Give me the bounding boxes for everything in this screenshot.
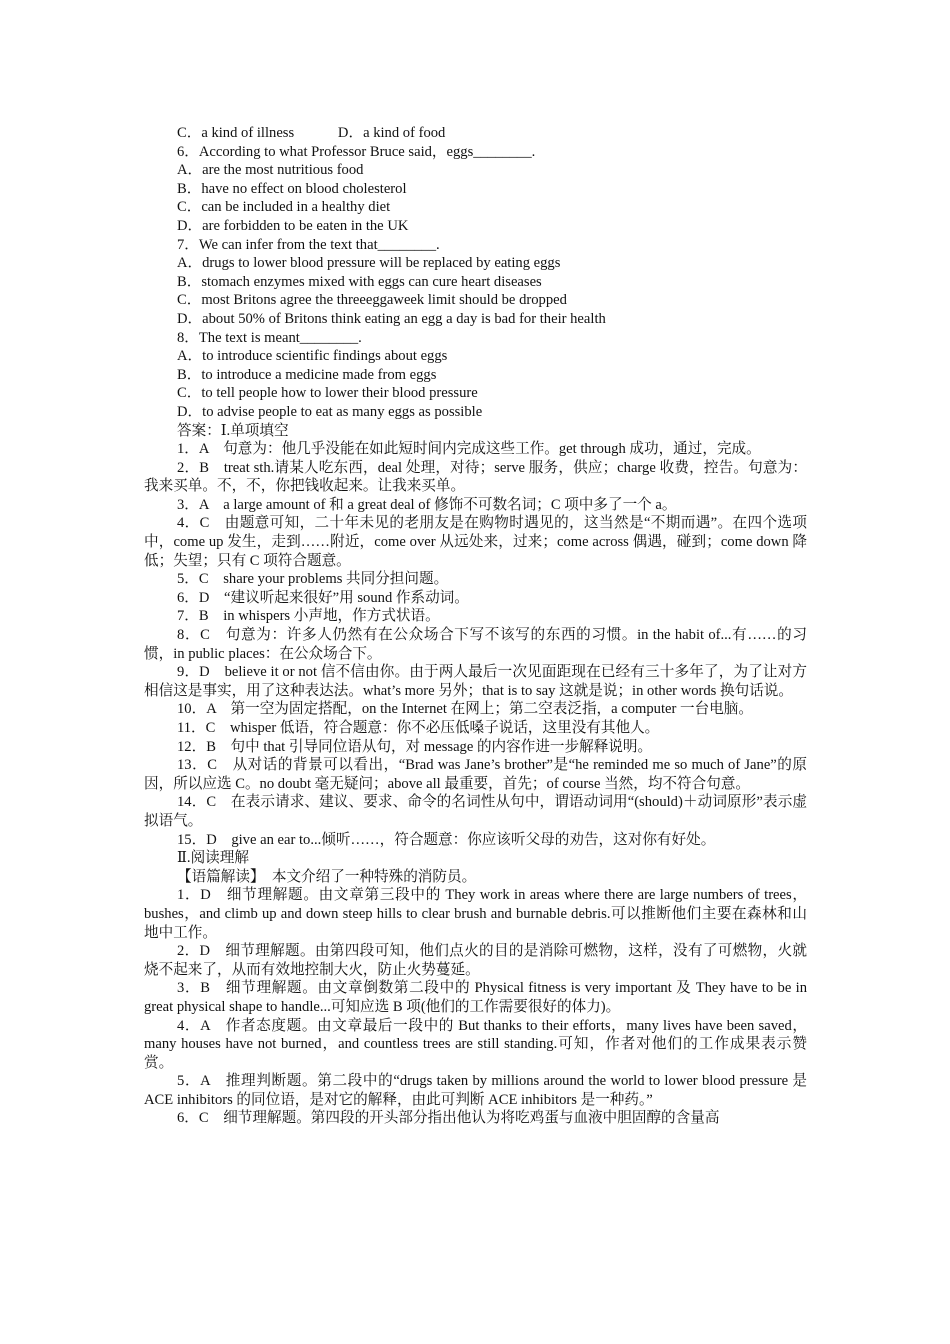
text-line: 12．B 句中 that 引导同位语从句，对 message 的内容作进一步解释说明。	[177, 738, 653, 755]
text-line: 2．B treat sth.请某人吃东西，deal 处理，对待；serve 服务，供应；charge 收费，控告。句意为：我来买单。不，不，你把钱收起来。让我来买单。	[144, 459, 807, 495]
text-line: 6．D “建议听起来很好”用 sound 作系动词。	[177, 589, 469, 606]
text-line: 3．B 细节理解题。由文章倒数第二段中的 Physical fitness is very important 及 They have to be in great physical shape to handle...可知应选 B 项(他们的工作需要很好的体力)。	[144, 980, 811, 1015]
text-line: C．most Britons agree the threeeggaweek limit should be dropped	[177, 292, 567, 309]
text-line: 10．A 第一空为固定搭配，on the Internet 在网上；第二空表泛指，a computer 一台电脑。	[177, 701, 753, 718]
text-line: 1．D 细节理解题。由文章第三段中的 They work in areas where there are large numbers of trees，bushes，and climb up and down steep hills to clear brush and burnable debris.可以推断他们主要在森林和山地中工作。	[144, 887, 807, 941]
text-line: Ⅱ.阅读理解	[177, 850, 249, 867]
text-line: B．to introduce a medicine made from eggs	[177, 366, 437, 383]
text-line: 4．A 作者态度题。由文章最后一段中的 But thanks to their efforts，many lives have been saved，many houses have not burned，and countless trees are still standing.可知，作者对他们的工作成果表示赞赏。	[144, 1017, 807, 1071]
text-line: 13．C 从对话的背景可以看出，“Brad was Jane’s brother”是“he reminded me so much of Jane”的原因，所以应选 C。no doubt 毫无疑问；above all 最重要，首先；of course 当然，均不符合句意。	[144, 757, 807, 792]
text-line: A．drugs to lower blood pressure will be replaced by eating eggs	[177, 255, 561, 272]
text-line: 11．C whisper 低语，符合题意：你不必压低嗓子说话，这里没有其他人。	[177, 720, 660, 736]
text-line: C．can be included in a healthy diet	[177, 199, 391, 216]
text-line: D．to advise people to eat as many eggs as possible	[177, 403, 483, 420]
text-line: 5．A 推理判断题。第二段中的“drugs taken by millions around the world to lower blood pressure 是 ACE inhibitors 的同位语，是对它的解释，由此可判断 ACE inhibitors 是一种药。”	[144, 1073, 811, 1108]
text-line: 答案：Ⅰ.单项填空	[177, 422, 289, 439]
text-line: C．to tell people how to lower their blood pressure	[177, 385, 478, 402]
text-line: C．a kind of illness D．a kind of food	[177, 125, 446, 141]
text-line: A．to introduce scientific findings about eggs	[177, 348, 448, 365]
text-line: 9．D believe it or not 信不信由你。由于两人最后一次见面距现在已经有三十多年了，为了让对方相信这是事实，用了这种表达法。what’s more 另外；that is to say 这就是说；in other words 换句话说。	[144, 664, 807, 699]
text-line: 14．C 在表示请求、建议、要求、命令的名词性从句中，谓语动词用“(should)＋动词原形”表示虚拟语气。	[144, 794, 807, 829]
text-line: 6．C 细节理解题。第四段的开头部分指出他认为将吃鸡蛋与血液中胆固醇的含量高	[177, 1110, 720, 1127]
text-line: 2．D 细节理解题。由第四段可知，他们点火的目的是消除可燃物，这样，没有了可燃物，火就烧不起来了，从而有效地控制大火，防止火势蔓延。	[144, 943, 807, 978]
document-page	[144, 124, 811, 1128]
text-line: 7．B in whispers 小声地，作方式状语。	[177, 608, 440, 625]
text-line: 【语篇解读】 本文介绍了一种特殊的消防员。	[177, 868, 477, 885]
text-line: 8．The text is meant________.	[177, 329, 362, 346]
text-line: 4．C 由题意可知，二十年未见的老朋友是在购物时遇见的，这当然是“不期而遇”。在四个选项中，come up 发生，走到……附近，come over 从远处来，过来；come across 偶遇，碰到；come down 降低；失望；只有 C 项符合题意。	[144, 515, 807, 569]
text-line: D．about 50% of Britons think eating an egg a day is bad for their health	[177, 310, 606, 327]
text-line: 8．C 句意为：许多人仍然有在公众场合下写不该写的东西的习惯。in the habit of...有……的习惯，in public places：在公众场合下。	[144, 627, 807, 662]
text-line: B．stomach enzymes mixed with eggs can cure heart diseases	[177, 273, 542, 290]
text-line: 6．According to what Professor Bruce said，eggs________.	[177, 143, 536, 160]
text-line: 15．D give an ear to...倾听……，符合题意：你应该听父母的劝告，这对你有好处。	[177, 831, 716, 848]
text-line: 7．We can infer from the text that________.	[177, 236, 440, 253]
text-line: 5．C share your problems 共同分担问题。	[177, 571, 449, 588]
text-line: 1．A 句意为：他几乎没能在如此短时间内完成这些工作。get through 成功，通过，完成。	[177, 441, 761, 458]
text-line: A．are the most nutritious food	[177, 162, 364, 179]
text-line: D．are forbidden to be eaten in the UK	[177, 217, 409, 234]
text-line: 3．A a large amount of 和 a great deal of 修饰不可数名词；C 项中多了一个 a。	[177, 496, 677, 513]
text-line: B．have no effect on blood cholesterol	[177, 180, 407, 197]
